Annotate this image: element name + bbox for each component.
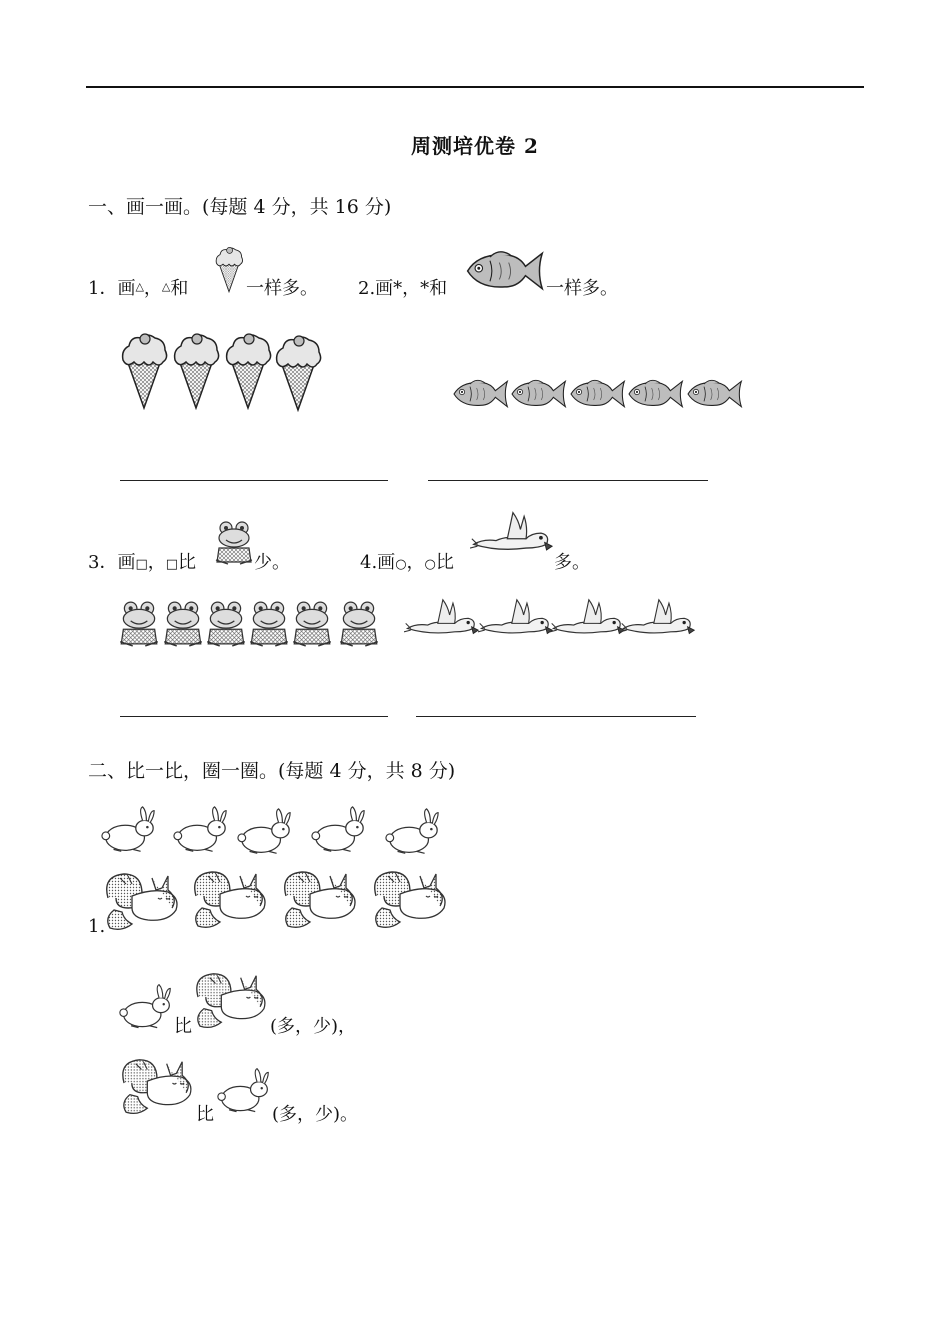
rabbit-icon <box>118 984 174 1032</box>
fish-icon <box>625 376 685 412</box>
ice-cream-icon <box>222 330 274 410</box>
rabbit-icon <box>216 1068 272 1116</box>
q1-same-as: 一样多。 <box>246 278 318 299</box>
triangle-symbol-icon: △ <box>161 280 171 293</box>
s2-q1-number: 1. <box>88 916 106 937</box>
cat-icon <box>192 968 270 1030</box>
ice-cream-icon <box>170 330 222 410</box>
q3-draw-label: 画 <box>117 552 136 573</box>
bird-icon <box>478 592 554 648</box>
ice-cream-icon <box>118 330 170 410</box>
frog-icon <box>162 600 204 648</box>
frog-icon <box>248 600 290 648</box>
compare-word-1: 比 <box>174 1016 192 1037</box>
q4-draw-label: 4.画 <box>360 552 396 573</box>
fish-icon <box>567 376 627 412</box>
top-rule <box>86 86 864 88</box>
q4-than: 比 <box>435 552 454 573</box>
fish-icon <box>462 246 546 296</box>
q4-comma: ， <box>406 552 425 573</box>
answer-line-q3[interactable] <box>120 716 388 717</box>
fish-icon <box>684 376 744 412</box>
cat-icon <box>118 1054 196 1116</box>
square-symbol-icon: □ <box>165 557 179 572</box>
cat-icon <box>370 866 450 930</box>
cat-icon <box>102 868 182 932</box>
choice-more-less-2[interactable]: (多，少)。 <box>272 1104 359 1125</box>
fish-icon <box>450 376 510 412</box>
answer-line-q2[interactable] <box>428 480 708 481</box>
rabbit-icon <box>236 808 294 858</box>
q3-number: 3． <box>88 552 118 573</box>
q3-than: 比 <box>178 552 197 573</box>
bird-icon <box>404 592 480 648</box>
cat-icon <box>280 866 360 930</box>
q1-draw-label: 画 <box>117 278 136 299</box>
q2-same-as: 一样多。 <box>546 278 618 299</box>
q4-text <box>360 548 454 574</box>
answer-line-q4[interactable] <box>416 716 696 717</box>
circle-symbol-icon: ○ <box>395 557 407 572</box>
frog-icon <box>214 520 254 566</box>
ice-cream-icon <box>272 332 324 412</box>
page-title: 周测培优卷 2 <box>411 134 539 158</box>
frog-icon <box>205 600 247 648</box>
q3-text <box>88 548 196 574</box>
q1-and: 和 <box>170 278 189 299</box>
q3-comma: ， <box>147 552 166 573</box>
section2-heading: 二、比一比，圈一圈。(每题 4 分，共 8 分) <box>88 760 456 782</box>
q1-text <box>88 274 188 300</box>
q2-text: 2.画*，*和 <box>358 278 448 299</box>
bird-icon <box>470 504 554 566</box>
rabbit-icon <box>384 808 442 858</box>
triangle-symbol-icon: △ <box>135 280 144 293</box>
frog-icon <box>291 600 333 648</box>
q3-less: 少。 <box>254 552 290 573</box>
rabbit-icon <box>310 806 368 856</box>
answer-line-q1[interactable] <box>120 480 388 481</box>
rabbit-icon <box>172 806 230 856</box>
choice-more-less-1[interactable]: (多，少)， <box>270 1016 357 1037</box>
cat-icon <box>190 866 270 930</box>
compare-word-2: 比 <box>196 1104 214 1125</box>
fish-icon <box>508 376 568 412</box>
frog-icon <box>338 600 380 648</box>
rabbit-icon <box>100 806 158 856</box>
ice-cream-icon <box>214 240 244 298</box>
section1-heading: 一、画一画。(每题 4 分，共 16 分) <box>88 196 392 218</box>
q1-comma: ， <box>143 278 162 299</box>
q4-more: 多。 <box>554 552 590 573</box>
q1-number: 1． <box>88 278 118 299</box>
circle-symbol-icon: ○ <box>424 557 436 572</box>
frog-icon <box>118 600 160 648</box>
square-symbol-icon: □ <box>135 557 148 572</box>
bird-icon <box>620 592 696 648</box>
bird-icon <box>550 592 626 648</box>
